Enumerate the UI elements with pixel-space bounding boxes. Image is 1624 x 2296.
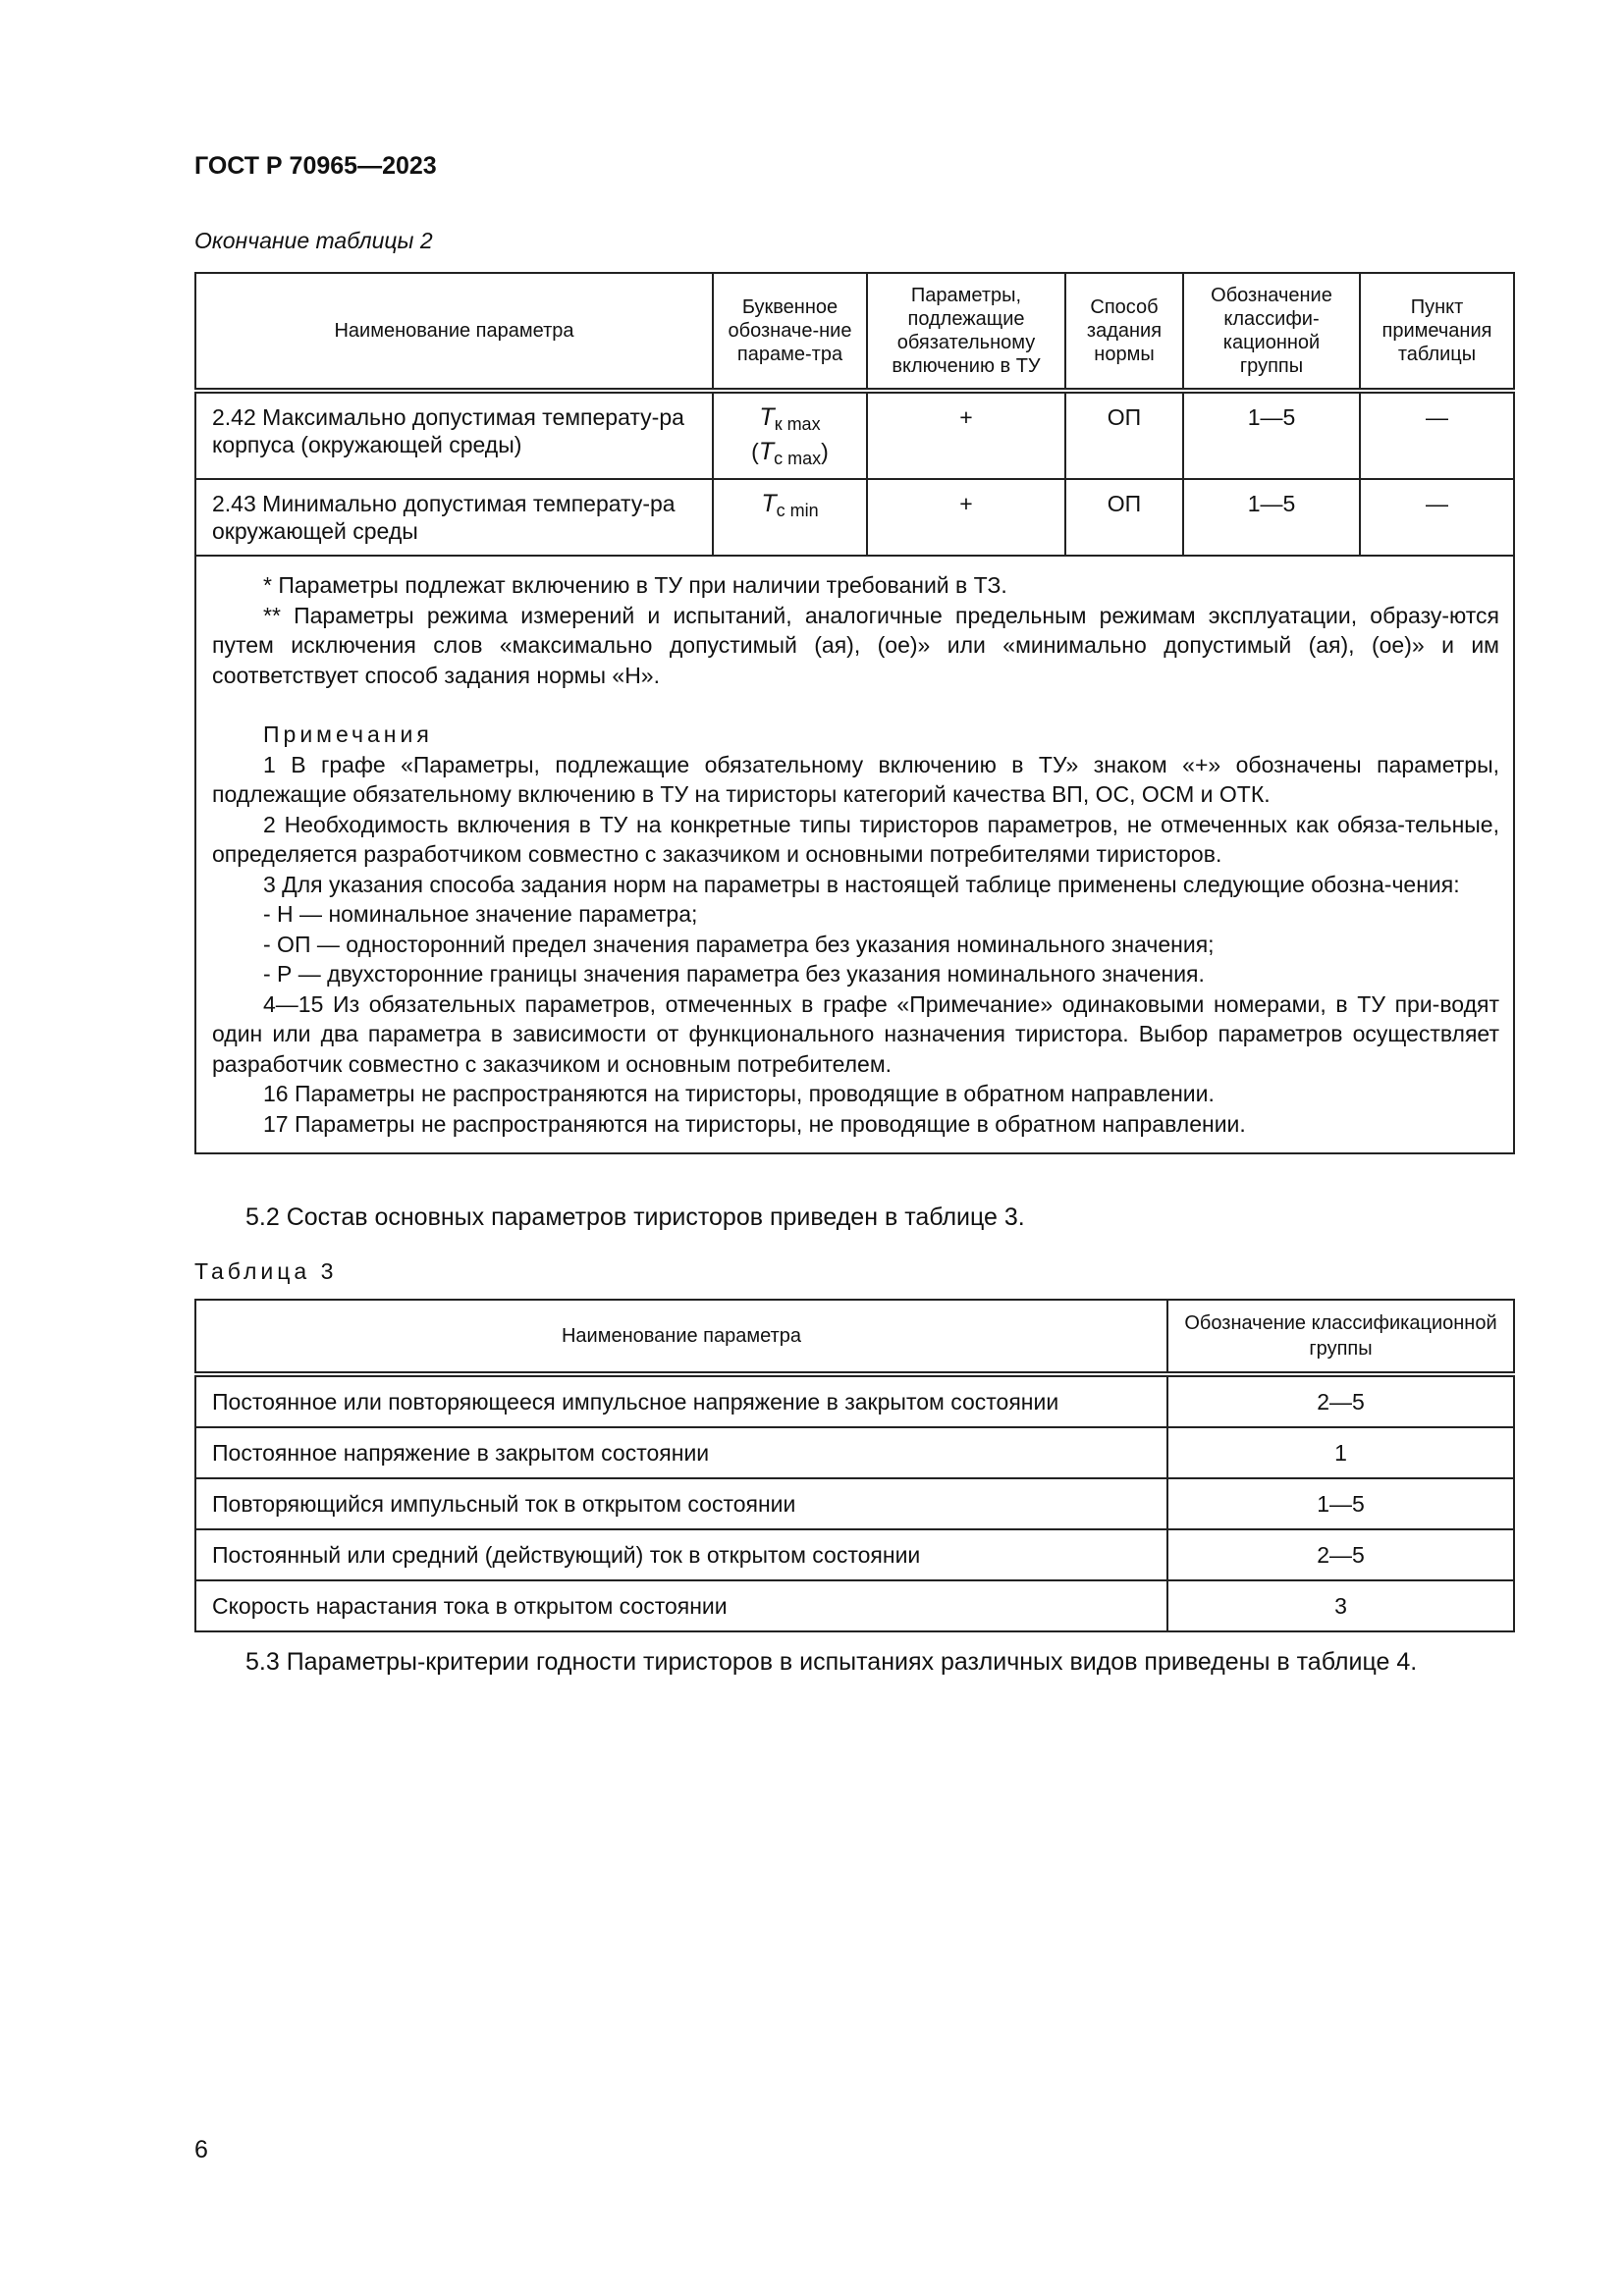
table-3 [194,1299,1515,1632]
page-number: 6 [194,2136,208,2163]
note-item: 16 Параметры не распространяются на тиристоры, проводящие в обратном направлении. [263,1081,1215,1106]
param-name: Повторяющийся импульсный ток в открытом состоянии [195,1478,1167,1529]
param-name: Постоянное напряжение в закрытом состоянии [195,1427,1167,1478]
table2-header-row [195,273,1514,391]
norm-method: ОП [1065,479,1183,556]
norm-method: ОП [1065,391,1183,479]
col-header-norm-method: Способ задания нормы [1065,273,1183,391]
note-item: 1 В графе «Параметры, подлежащие обязательному включению в ТУ» знаком «+» обозначены параметры, подлежащие обязательному включению в ТУ на тиристоры категорий качества ВП, ОС, ОСМ и ОТК. [212,751,1499,807]
table-row [195,1374,1514,1427]
class-group: 1—5 [1183,479,1360,556]
footnote: * Параметры подлежат включению в ТУ при наличии требований в ТЗ. [263,572,1007,598]
paragraph-5-2: 5.2 Состав основных параметров тиристоров приведен в таблице 3. [245,1203,1025,1231]
col-header-name: Наименование параметра [195,273,713,391]
note-item: 2 Необходимость включения в ТУ на конкретные типы тиристоров параметров, не отмеченных как обяза-тельные, определяется разработчиком совместно с заказчиком и основными потребителями тиристоров. [212,811,1499,867]
col-header-group: Обозначение классифи-кационной группы [1183,273,1360,391]
param-name: Скорость нарастания тока в открытом состоянии [195,1580,1167,1631]
col-header-note: Пункт примечания таблицы [1360,273,1514,391]
col-header-group: Обозначение классификационной группы [1167,1300,1514,1374]
notes-title: Примечания [263,721,433,747]
paragraph-5-3: 5.3 Параметры-критерии годности тиристоров в испытаниях различных видов приведены в таблице 4. [245,1648,1418,1676]
param-name: 2.42 Максимально допустимая температу-ра корпуса (окружающей среды) [195,391,713,479]
document-code: ГОСТ Р 70965—2023 [194,152,437,180]
note-ref: — [1360,391,1514,479]
note-item: 3 Для указания способа задания норм на параметры в настоящей таблице применены следующие обозна-чения: [263,871,1460,897]
table3-header-row [195,1300,1514,1374]
note-item: - ОП — односторонний предел значения параметра без указания номинального значения; [263,931,1215,957]
table-2 [194,272,1515,1154]
note-ref: — [1360,479,1514,556]
class-group: 2—5 [1167,1374,1514,1427]
class-group: 3 [1167,1580,1514,1631]
col-header-name: Наименование параметра [195,1300,1167,1374]
class-group: 2—5 [1167,1529,1514,1580]
footnote: ** Параметры режима измерений и испытаний, аналогичные предельным режимам эксплуатации, образу-ются путем исключения слов «максимально допустимый (ая), (ое)» или «минимально допустимый (ая), (ое)» и им соответствует способ задания нормы «Н». [212,602,1499,688]
param-name: Постоянный или средний (действующий) ток в открытом состоянии [195,1529,1167,1580]
class-group: 1—5 [1183,391,1360,479]
col-header-mandatory: Параметры, подлежащие обязательному включению в ТУ [867,273,1065,391]
table-row [195,1427,1514,1478]
param-symbol: $T_{с min}$ [713,479,867,556]
param-symbol: $T_{к max}$ $(T_{с max})$ [713,391,867,479]
note-item: - Р — двухсторонние границы значения параметра без указания номинального значения. [263,961,1205,987]
note-item: - Н — номинальное значение параметра; [263,901,698,927]
col-header-symbol: Буквенное обозначе-ние парамe-тра [713,273,867,391]
note-item: 4—15 Из обязательных параметров, отмеченных в графе «Примечание» одинаковыми номерами, в ТУ при-водят один или два параметра в зависимости от функционального назначения тиристора. Выбор параметров осуществляет разработчик совместно с заказчиком и основным потребителем. [212,990,1499,1077]
mandatory-mark: + [867,479,1065,556]
table-row [195,479,1514,556]
param-name: Постоянное или повторяющееся импульсное напряжение в закрытом состоянии [195,1374,1167,1427]
table-row [195,1580,1514,1631]
table2-notes [195,556,1514,1153]
table-row [195,1478,1514,1529]
class-group: 1—5 [1167,1478,1514,1529]
table2-caption: Окончание таблицы 2 [194,228,433,253]
mandatory-mark: + [867,391,1065,479]
note-item: 17 Параметры не распространяются на тиристоры, не проводящие в обратном направлении. [263,1110,1246,1137]
param-name: 2.43 Минимально допустимая температу-ра окружающей среды [195,479,713,556]
table3-caption: Таблица 3 [194,1258,338,1284]
table2-notes-row [195,556,1514,1153]
class-group: 1 [1167,1427,1514,1478]
table-row [195,391,1514,479]
table-row [195,1529,1514,1580]
